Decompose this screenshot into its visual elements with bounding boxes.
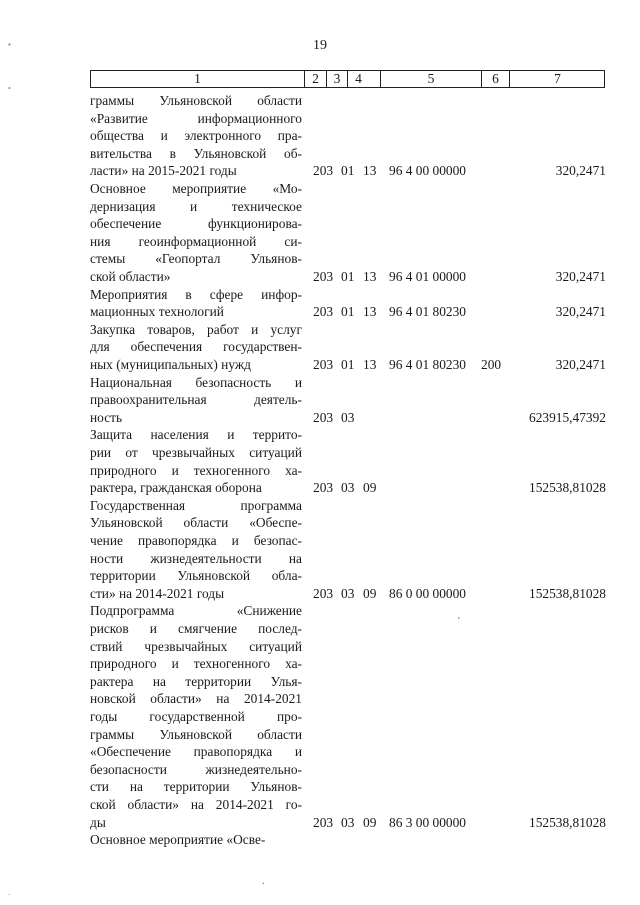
row-name-line: ды (90, 814, 106, 830)
code-section: 01 (341, 356, 355, 372)
row-name-line: стемы «Геопортал Ульянов- (90, 251, 302, 267)
row-name-line: годы государственной про- (90, 708, 302, 724)
row-name-line: Государственная программа (90, 497, 302, 513)
row-amount: 152538,81028 (529, 814, 606, 830)
code-target-article: 96 4 01 00000 (389, 269, 466, 284)
header-col-5: 5 (427, 71, 435, 86)
binding-mark: ▪ (8, 40, 10, 49)
row-name-line: ных (муниципальных) нужд (90, 356, 251, 372)
row-name-line: ности жизнедеятельности на (90, 550, 302, 566)
row-name-line: Основное мероприятие «Мо- (90, 181, 302, 196)
row-name-line: Национальная безопасность и (90, 374, 302, 390)
code-section: 03 (341, 814, 355, 830)
row-name-line: общества и электронного пра- (90, 128, 302, 144)
row-name (90, 92, 302, 180)
code-ved: 203 (313, 269, 334, 284)
row-name-line: для обеспечения государствен- (90, 339, 302, 355)
row-name (90, 497, 302, 603)
row-name-line: природного и техногенного ха- (90, 656, 302, 672)
row-name-line: граммы Ульяновской области (90, 726, 302, 742)
row-name-line: новской области» на 2014-2021 (90, 691, 302, 707)
row-name (90, 831, 302, 849)
code-target-article: 86 3 00 00000 (389, 814, 466, 830)
row-name-line: мационных технологий (90, 304, 224, 320)
code-ved: 203 (313, 163, 334, 179)
code-section: 01 (341, 304, 355, 320)
code-target-article: 96 4 01 80230 (389, 304, 466, 320)
header-col-3: 3 (333, 71, 341, 86)
row-name (90, 286, 302, 321)
header-col-2: 2 (312, 71, 319, 86)
code-subsection: 09 (363, 814, 377, 830)
row-amount: 152538,81028 (529, 480, 606, 496)
scan-speck: ' (458, 616, 460, 627)
code-section: 01 (341, 163, 355, 179)
row-name (90, 602, 302, 831)
row-name-line: природного и техногенного ха- (90, 462, 302, 478)
header-col-1: 1 (194, 71, 201, 86)
code-ved: 203 (313, 585, 334, 601)
code-section: 03 (341, 409, 355, 425)
code-expense-type: 200 (481, 356, 502, 372)
row-name-line: сти на территории Ульянов- (90, 779, 302, 795)
row-name-line: Защита населения и террито- (90, 427, 302, 443)
code-section: 03 (341, 480, 355, 496)
row-name-line: рии от чрезвычайных ситуаций (90, 444, 302, 460)
row-name-line: ласти» на 2015-2021 годы (90, 163, 237, 179)
row-name-line: рисков и смягчение послед- (90, 620, 302, 636)
page-number: 19 (313, 38, 327, 53)
row-name-line: сти» на 2014-2021 годы (90, 585, 225, 601)
row-name-line: Закупка товаров, работ и услуг (90, 321, 302, 337)
row-name-line: Подпрограмма «Снижение (90, 603, 302, 619)
row-amount: 320,2471 (555, 269, 606, 284)
header-col-7: 7 (554, 71, 561, 86)
row-name-line: ской области» на 2014-2021 го- (90, 796, 302, 812)
row-name-line: рактера, гражданская оборона (90, 480, 262, 496)
row-name-line: «Развитие информационного (90, 110, 302, 126)
row-amount: 623915,47392 (529, 409, 606, 425)
row-name-line: обеспечение функционирова- (90, 216, 302, 232)
row-name-line: Ульяновской области «Обеспе- (90, 515, 302, 531)
row-name-line: «Обеспечение правопорядка и (90, 744, 302, 760)
row-name-line: рактера на территории Улья- (90, 673, 302, 689)
code-section: 03 (341, 585, 355, 601)
row-name-line: территории Ульяновской обла- (90, 568, 302, 584)
row-name-line: безопасности жизнедеятельно- (90, 761, 302, 777)
header-col-4: 4 (355, 71, 362, 86)
row-name-line: Мероприятия в сфере инфор- (90, 286, 302, 302)
code-ved: 203 (313, 409, 334, 425)
row-name-line: ность (90, 409, 123, 425)
row-name (90, 426, 302, 496)
row-name (90, 321, 302, 374)
binding-mark: • (8, 84, 10, 93)
row-name-line: Основное мероприятие «Осве- (90, 832, 266, 848)
code-target-article: 96 4 00 00000 (389, 163, 466, 179)
row-name-line: правоохранительная деятель- (90, 392, 302, 408)
code-subsection: 13 (363, 163, 377, 179)
code-subsection: 13 (363, 304, 377, 320)
code-subsection: 13 (363, 269, 377, 284)
row-name-line: ской области» (90, 268, 171, 284)
row-amount: 152538,81028 (529, 585, 606, 601)
row-name-line: граммы Ульяновской области (90, 93, 302, 108)
binding-mark: . (8, 888, 9, 897)
code-target-article: 96 4 01 80230 (389, 356, 466, 372)
code-target-article: 86 0 00 00000 (389, 585, 466, 601)
row-name-line: вительства в Ульяновской об- (90, 145, 302, 161)
code-ved: 203 (313, 480, 334, 496)
row-name (90, 374, 302, 427)
code-ved: 203 (313, 356, 334, 372)
table-header (90, 70, 605, 88)
row-name-line: дернизация и техническое (90, 198, 302, 214)
row-name-line: ствий чрезвычайных ситуаций (90, 638, 302, 654)
scan-speck: . (262, 876, 265, 887)
row-amount: 320,2471 (555, 163, 606, 179)
row-name (90, 180, 302, 286)
row-amount: 320,2471 (555, 356, 606, 372)
header-col-6: 6 (492, 71, 499, 86)
code-subsection: 13 (363, 356, 377, 372)
code-ved: 203 (313, 814, 334, 830)
code-ved: 203 (313, 304, 334, 320)
row-name-line: чение правопорядка и безопас- (90, 532, 302, 548)
row-name-line: ния геоинформационной си- (90, 233, 302, 249)
code-subsection: 09 (363, 480, 377, 496)
code-subsection: 09 (363, 585, 377, 601)
code-section: 01 (341, 269, 355, 284)
row-amount: 320,2471 (555, 304, 606, 320)
